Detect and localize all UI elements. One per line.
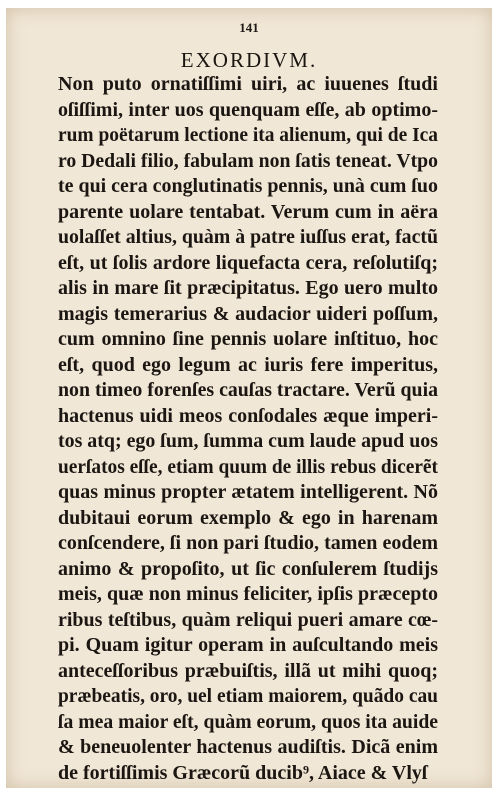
text-line: pi. Quam igitur operam in auſcultando meis <box>58 634 438 656</box>
text-line: Non puto ornatiſſimi uiri, ac iuuenes ſtudi <box>58 73 438 95</box>
text-line: alis in mare ſit præcipitatus. Ego uero multo <box>58 277 438 299</box>
text-line: meis, quæ non minus feliciter, ipſis præcepto <box>58 583 438 605</box>
text-line: ribus teſtibus, quàm reliqui pueri amare cœ- <box>58 608 438 631</box>
text-line: quas minus propter ætatem intelligerent. Nõ <box>58 481 438 503</box>
text-line: uolaſſet altius, quàm à patre iuſſus erat, factũ <box>58 226 438 248</box>
text-line: eſt, quod ego legum ac iuris fere imperitus, <box>58 353 438 376</box>
section-title: EXORDIVM. <box>180 48 318 72</box>
text-line: uerſatos eſſe, etiam quum de illis rebus dicerẽt <box>58 455 438 478</box>
text-line: parente uolare tentabat. Verum cum in aëra <box>58 200 438 223</box>
text-line: magis temerarius & audacior uideri poſſum, <box>58 302 438 325</box>
text-line: conſcendere, ſi non pari ſtudio, tamen eodem <box>58 532 438 554</box>
text-line: cum omnino ſine pennis uolare inſtituo, hoc <box>58 328 438 350</box>
page-number: 141 <box>239 20 259 35</box>
text-line: eſt, ut ſolis ardore liquefacta cera, reſolutiſq; <box>58 251 438 274</box>
text-line: tos atq; ego ſum, ſumma cum laude apud uos <box>58 430 438 452</box>
body-text <box>58 72 438 786</box>
text-line: anteceſſoribus præbuiſtis, illã ut mihi quoq; <box>58 659 438 682</box>
text-line: dubitaui eorum exemplo & ego in harenam <box>58 506 438 529</box>
text-line: te qui cera conglutinatis pennis, unà cum ſuo <box>58 175 438 197</box>
text-line: præbeatis, oro, uel etiam maiorem, quãdo cau <box>58 685 438 707</box>
text-line: animo & propoſito, ut ſic conſulerem ſtudijs <box>58 557 438 580</box>
text-line: ro Dedali filio, fabulam non ſatis teneat. Vtpo <box>58 149 438 172</box>
text-line: hactenus uidi meos conſodales æque imperi- <box>58 404 438 427</box>
text-line: oſiſſimi, inter uos quenquam eſſe, ab optimo- <box>58 98 438 121</box>
text-line: ſa mea maior eſt, quàm eorum, quos ita auide <box>58 710 438 733</box>
text-line: de fortiſſimis Græcorũ ducib⁹, Aiace & Vlyſ <box>58 761 428 784</box>
text-line: rum poëtarum lectione ita alienum, qui de Ica <box>58 124 438 146</box>
book-page <box>6 8 492 788</box>
text-line: non timeo forenſes cauſas tractare. Verũ quia <box>58 379 438 401</box>
text-line: & beneuolenter hactenus audiſtis. Dicã enim <box>58 736 438 758</box>
